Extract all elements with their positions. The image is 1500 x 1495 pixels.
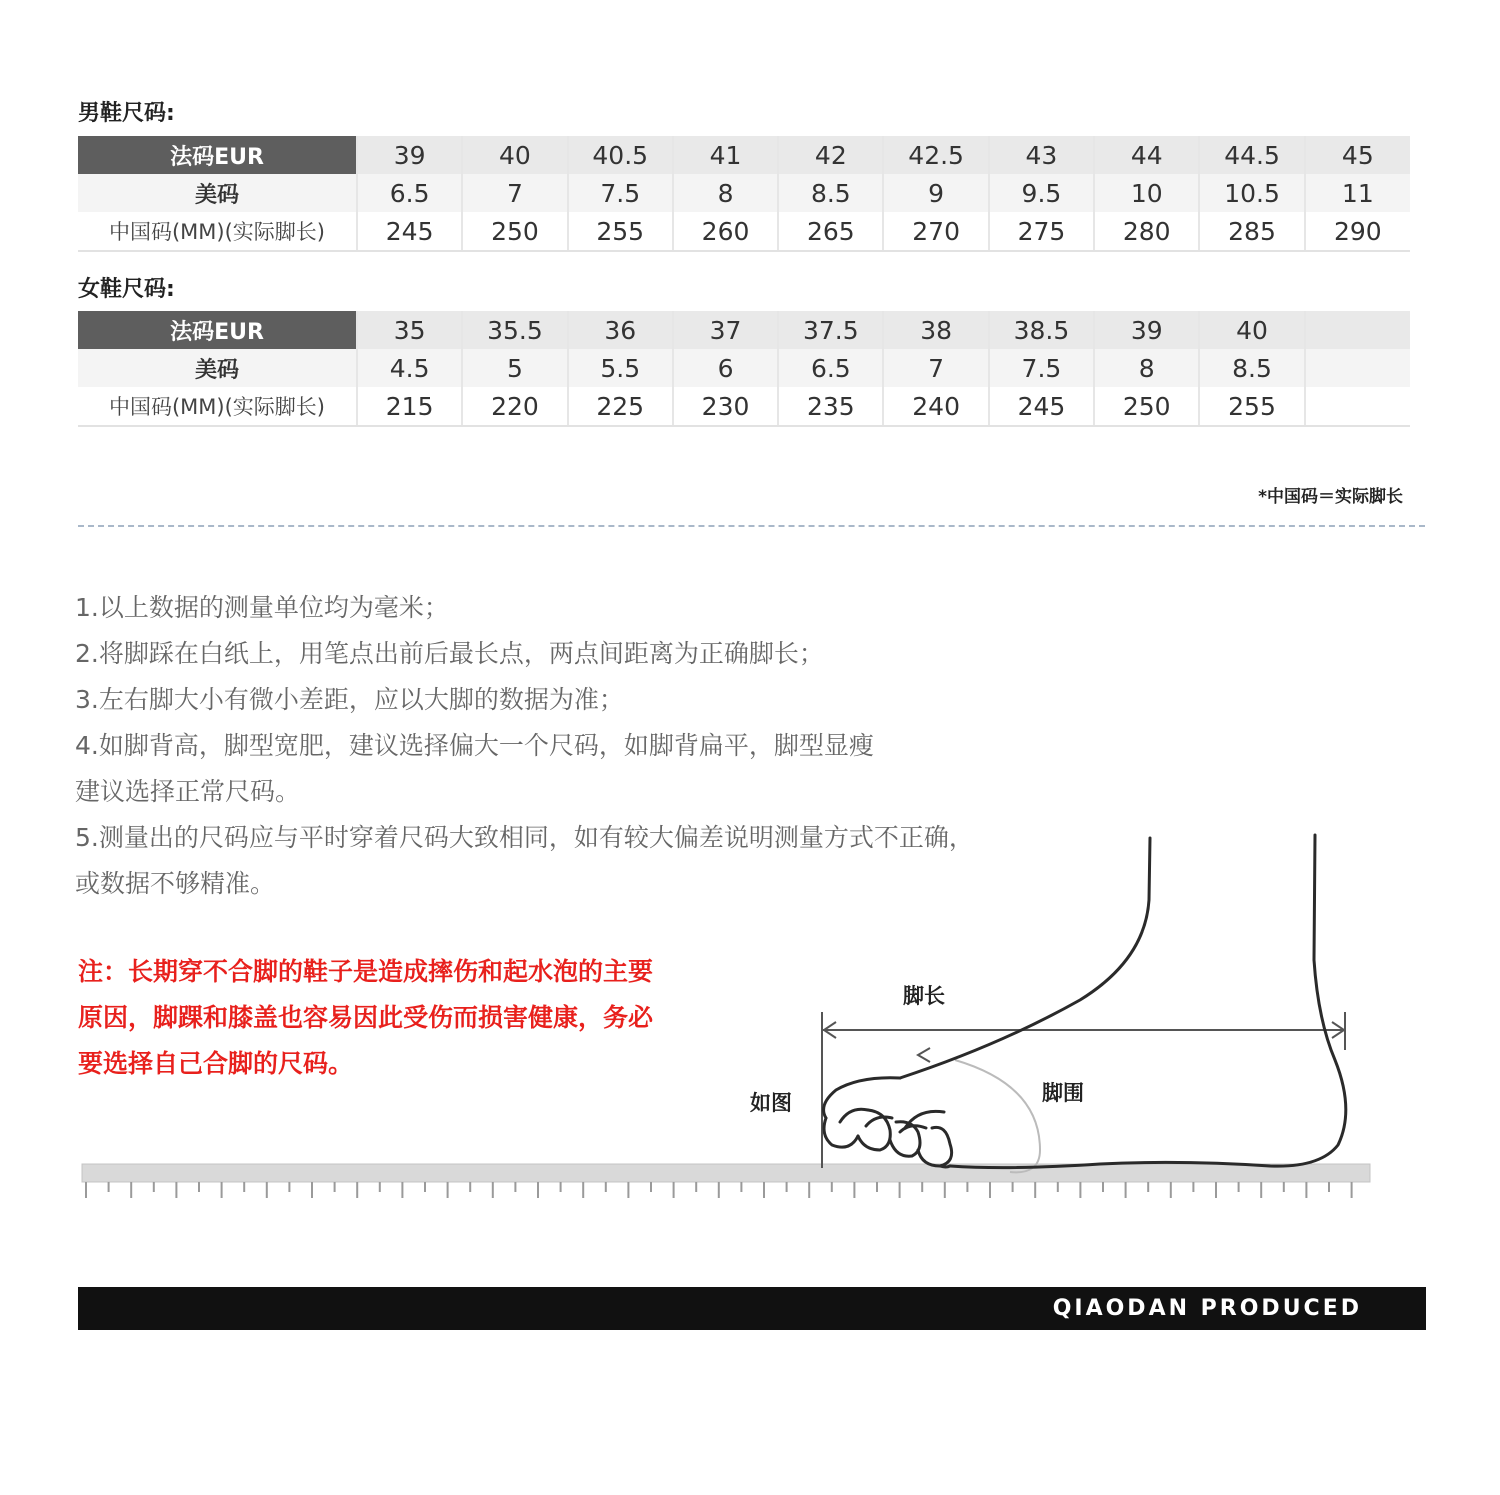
size-cell: 7.5	[989, 349, 1094, 387]
size-cell: 6.5	[778, 349, 883, 387]
size-cell: 40	[1199, 311, 1304, 349]
size-cell: 40.5	[568, 136, 673, 174]
size-cell: 240	[883, 387, 988, 426]
foot-length-label: 脚长	[903, 984, 945, 1008]
size-cell: 255	[1199, 387, 1304, 426]
size-cell: 9.5	[989, 174, 1094, 212]
size-cell: 245	[357, 212, 462, 251]
size-cell: 39	[357, 136, 462, 174]
warning-line-2: 原因，脚踝和膝盖也容易因此受伤而损害健康，务必	[78, 1003, 654, 1032]
size-cell: 8.5	[1199, 349, 1304, 387]
warning-line-1: 注：长期穿不合脚的鞋子是造成摔伤和起水泡的主要	[78, 957, 654, 986]
size-cell: 290	[1305, 212, 1410, 251]
size-cell: 4.5	[357, 349, 462, 387]
size-cell: 45	[1305, 136, 1410, 174]
size-cell: 220	[462, 387, 567, 426]
size-cell: 6	[673, 349, 778, 387]
foot-outline	[824, 835, 1346, 1168]
tip-line-4: 4.如脚背高，脚型宽肥，建议选择偏大一个尺码，如脚背扁平，脚型显瘦	[75, 731, 874, 760]
size-cell: 235	[778, 387, 883, 426]
size-cell: 44	[1094, 136, 1199, 174]
men-size-title: 男鞋尺码:	[78, 101, 175, 126]
size-cell: 39	[1094, 311, 1199, 349]
size-cell: 35	[357, 311, 462, 349]
size-cell: 275	[989, 212, 1094, 251]
tip-line-7: 或数据不够精准。	[75, 869, 276, 898]
size-cell: 42.5	[883, 136, 988, 174]
size-cell: 245	[989, 387, 1094, 426]
tip-line-2: 2.将脚踩在白纸上，用笔点出前后最长点，两点间距离为正确脚长；	[75, 639, 824, 668]
size-cell: 8	[673, 174, 778, 212]
footer-bar	[78, 1287, 1426, 1330]
size-row-label: 法码EUR	[78, 136, 357, 174]
size-cell: 36	[568, 311, 673, 349]
size-cell: 230	[673, 387, 778, 426]
size-cell: 6.5	[357, 174, 462, 212]
tip-line-1: 1.以上数据的测量单位均为毫米；	[75, 593, 449, 622]
ruler	[82, 1164, 1370, 1198]
size-cell: 270	[883, 212, 988, 251]
size-cell: 44.5	[1199, 136, 1304, 174]
size-row-label: 法码EUR	[78, 311, 357, 349]
tip-line-6: 5.测量出的尺码应与平时穿着尺码大致相同，如有较大偏差说明测量方式不正确，	[75, 823, 974, 852]
size-cell: 7.5	[568, 174, 673, 212]
tip-line-3: 3.左右脚大小有微小差距，应以大脚的数据为准；	[75, 685, 624, 714]
size-cell: 5	[462, 349, 567, 387]
size-cell: 285	[1199, 212, 1304, 251]
size-row-label: 美码	[78, 349, 357, 387]
size-cell: 215	[357, 387, 462, 426]
women-size-title: 女鞋尺码:	[78, 277, 175, 302]
tip-line-5: 建议选择正常尺码。	[75, 777, 301, 806]
size-cell: 41	[673, 136, 778, 174]
foot-girth-label: 脚围	[1042, 1081, 1084, 1105]
size-cell: 250	[462, 212, 567, 251]
size-cell: 35.5	[462, 311, 567, 349]
size-cell: 10	[1094, 174, 1199, 212]
size-cell: 37	[673, 311, 778, 349]
brand-footer-text: QIAODAN PRODUCED	[1052, 1296, 1362, 1321]
size-cell: 40	[462, 136, 567, 174]
size-cell: 38	[883, 311, 988, 349]
size-cell: 280	[1094, 212, 1199, 251]
size-row-label: 美码	[78, 174, 357, 212]
size-cell: 7	[883, 349, 988, 387]
size-cell: 260	[673, 212, 778, 251]
size-cell: 8	[1094, 349, 1199, 387]
size-cell: 10.5	[1199, 174, 1304, 212]
size-cell: 43	[989, 136, 1094, 174]
size-cell: 5.5	[568, 349, 673, 387]
as-shown-label: 如图	[750, 1091, 792, 1115]
warning-line-3: 要选择自己合脚的尺码。	[78, 1049, 354, 1078]
size-cell: 225	[568, 387, 673, 426]
size-row-label: 中国码(MM)(实际脚长)	[78, 387, 357, 426]
size-cell: 7	[462, 174, 567, 212]
size-row-label: 中国码(MM)(实际脚长)	[78, 212, 357, 251]
size-cell: 265	[778, 212, 883, 251]
size-cell: 8.5	[778, 174, 883, 212]
size-cell: 9	[883, 174, 988, 212]
size-cell: 42	[778, 136, 883, 174]
size-cell: 250	[1094, 387, 1199, 426]
china-size-note: *中国码＝实际脚长	[1258, 487, 1403, 507]
size-cell: 37.5	[778, 311, 883, 349]
size-cell: 255	[568, 212, 673, 251]
size-cell: 11	[1305, 174, 1410, 212]
size-cell: 38.5	[989, 311, 1094, 349]
